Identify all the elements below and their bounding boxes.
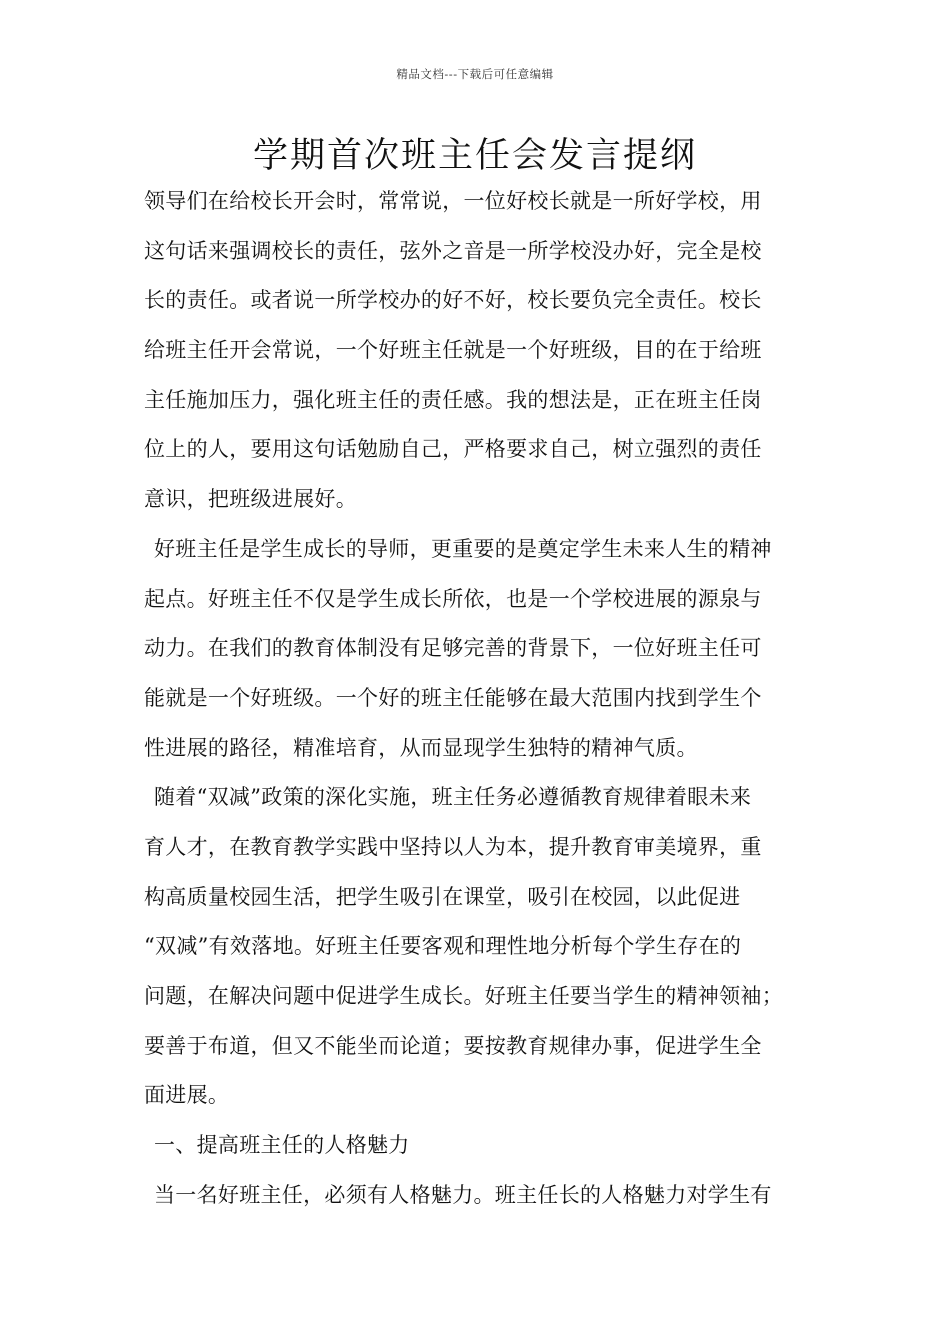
body-line: “双减”有效落地。好班主任要客观和理性地分析每个学生存在的 bbox=[144, 934, 742, 959]
body-line: 面进展。 bbox=[144, 1083, 230, 1108]
paragraph-start-line: 好班主任是学生成长的导师，更重要的是奠定学生未来人生的精神 bbox=[154, 536, 772, 561]
document-title: 学期首次班主任会发言提纲 bbox=[252, 136, 697, 176]
body-line: 起点。好班主任不仅是学生成长所依，也是一个学校进展的源泉与 bbox=[144, 586, 762, 611]
body-line: 位上的人，要用这句话勉励自己，严格要求自己，树立强烈的责任 bbox=[144, 437, 762, 462]
body-line: 能就是一个好班级。一个好的班主任能够在最大范围内找到学生个 bbox=[144, 685, 762, 710]
body-line: 领导们在给校长开会时，常常说，一位好校长就是一所好学校，用 bbox=[144, 189, 762, 213]
header-note: 精品文档---下载后可任意编辑 bbox=[396, 67, 554, 81]
body-line: 给班主任开会常说，一个好班主任就是一个好班级，目的在于给班 bbox=[144, 338, 762, 363]
body-line: 构高质量校园生活，把学生吸引在课堂，吸引在校园，以此促进 bbox=[144, 884, 741, 909]
body-line: 要善于布道，但又不能坐而论道；要按教育规律办事，促进学生全 bbox=[144, 1033, 762, 1058]
body-line: 问题，在解决问题中促进学生成长。好班主任要当学生的精神领袖； bbox=[144, 984, 783, 1008]
body-line: 育人才，在教育教学实践中坚持以人为本，提升教育审美境界，重 bbox=[144, 834, 762, 859]
body-line: 动力。在我们的教育体制没有足够完善的背景下，一位好班主任可 bbox=[144, 636, 762, 661]
paragraph-start-line: 当一名好班主任，必须有人格魅力。班主任长的人格魅力对学生有 bbox=[154, 1182, 772, 1207]
body-line: 意识，把班级进展好。 bbox=[144, 487, 357, 512]
section-heading: 一、提高班主任的人格魅力 bbox=[154, 1133, 410, 1158]
body-line: 性进展的路径，精准培育，从而显现学生独特的精神气质。 bbox=[144, 735, 698, 760]
body-line: 主任施加压力，强化班主任的责任感。我的想法是，正在班主任岗 bbox=[144, 387, 762, 412]
paragraph-start-line: 随着“双减”政策的深化实施，班主任务必遵循教育规律着眼未来 bbox=[154, 785, 752, 810]
body-line: 长的责任。或者说一所学校办的好不好，校长要负完全责任。校长 bbox=[144, 288, 762, 313]
body-line: 这句话来强调校长的责任，弦外之音是一所学校没办好，完全是校 bbox=[144, 238, 762, 263]
document-body bbox=[144, 177, 824, 1220]
